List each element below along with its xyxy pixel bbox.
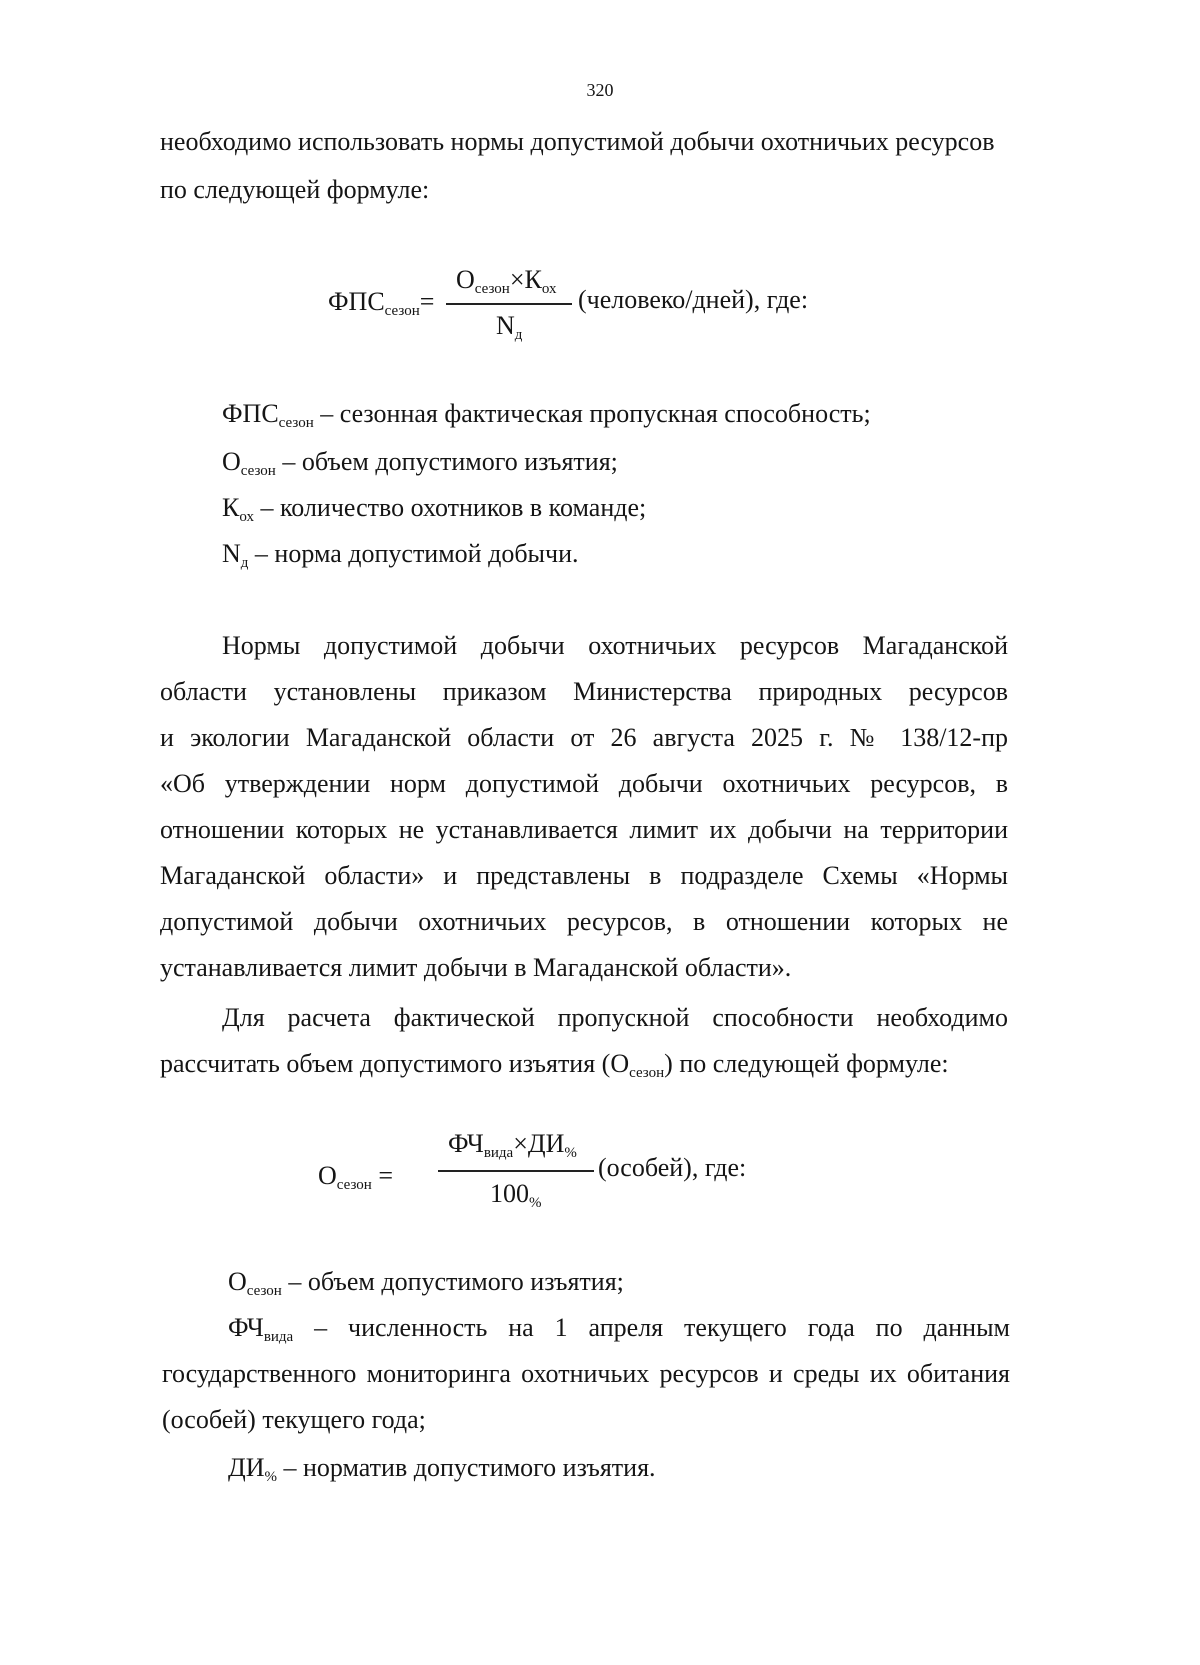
paragraph-2-line-2: рассчитать объем допустимого изъятия $(О_{сезон})$ по следующей формуле: <box>160 1049 949 1081</box>
definition-o-season: $О_{сезон}$ – объем допустимого изъятия; <box>222 447 618 479</box>
formula-o-season-numerator: $ФЧ_{вида}\times ДИ_{\%}$ <box>448 1129 577 1161</box>
formula-o-season-lhs: $О_{сезон}$ = <box>318 1161 393 1193</box>
formula-fps-fraction-bar <box>446 303 572 305</box>
definition-o-season-2: $О_{сезон}$ – объем допустимого изъятия; <box>228 1267 624 1299</box>
paragraph-1-line-3: и экологии Магаданской области от 26 августа 2025 г. № 138/12-пр <box>160 723 1008 752</box>
paragraph-2-line-1: Для расчета фактической пропускной способности необходимо <box>222 1003 1008 1032</box>
intro-line-1: необходимо использовать нормы допустимой добычи охотничьих ресурсов <box>160 127 995 156</box>
definition-fch-line-2: государственного мониторинга охотничьих ресурсов и среды их обитания <box>162 1359 1010 1388</box>
formula-fps-denominator: $N_д$ <box>496 311 523 343</box>
paragraph-1-line-8: устанавливается лимит добычи в Магаданской области». <box>160 953 792 982</box>
formula-o-season-unit: (особей), где: <box>598 1153 747 1182</box>
formula-fps-lhs: $ФПС_{сезон}=$ <box>328 287 435 319</box>
page-number: 320 <box>586 80 614 100</box>
definition-n-d: $N_д$ – норма допустимой добычи. <box>222 539 579 571</box>
paragraph-1-line-1: Нормы допустимой добычи охотничьих ресурсов Магаданской <box>222 631 1008 660</box>
formula-o-season-fraction-bar <box>438 1170 594 1172</box>
paragraph-1-line-4: «Об утверждении норм допустимой добычи охотничьих ресурсов, в <box>160 769 1008 798</box>
paragraph-1-line-2: области установлены приказом Министерства природных ресурсов <box>160 677 1008 706</box>
paragraph-1-line-5: отношении которых не устанавливается лимит их добычи на территории <box>160 815 1008 844</box>
formula-fps-numerator: $О_{сезон}\times К_{ох}$ <box>456 265 557 297</box>
definition-fps: $ФПС_{сезон}$ – сезонная фактическая пропускная способность; <box>222 399 871 431</box>
formula-fps-unit: (человеко/дней), где: <box>578 285 809 314</box>
definition-k-ox: $К_{ох}$ – количество охотников в команде; <box>222 493 647 525</box>
formula-o-season-denominator: $100_{\%}$ <box>490 1179 542 1211</box>
definition-fch-line-1: $ФЧ_{вида}$ – численность на 1 апреля текущего года по данным <box>228 1313 1010 1345</box>
definition-fch-line-3: (особей) текущего года; <box>162 1405 426 1434</box>
intro-line-2: по следующей формуле: <box>160 175 430 204</box>
paragraph-1-line-6: Магаданской области» и представлены в подразделе Схемы «Нормы <box>160 861 1008 890</box>
paragraph-1-line-7: допустимой добычи охотничьих ресурсов, в отношении которых не <box>160 907 1008 936</box>
definition-di: $ДИ_{\%}$ – норматив допустимого изъятия. <box>228 1453 656 1485</box>
